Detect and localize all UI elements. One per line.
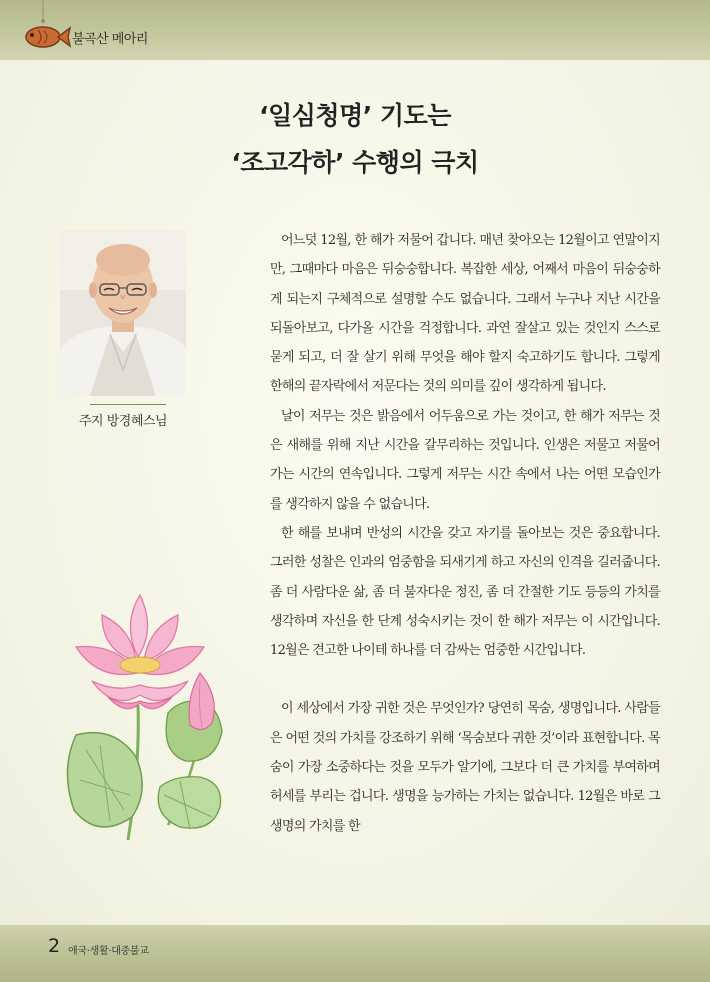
monk-portrait-photo xyxy=(60,230,186,396)
paragraph: 한 해를 보내며 반성의 시간을 갖고 자기를 돌아보는 것은 중요합니다. 그러한 성찰은 인과의 엄중함을 되새기게 하고 자신의 인격을 길러줍니다. 좀 더 사람다운 삶, 좀 더 불자다운 정진, 좀 더 간절한 기도 등등의 가치를 생각하며 자신을 한 단계 성숙시키는 것이 한 해가 저무는 이 시간입니다. 12월은 견고한 나이테 하나를 더 감싸는 엄중한 시간입니다. xyxy=(270,525,660,659)
paragraph-gap xyxy=(270,665,660,694)
section-title: 불곡산 메아리 xyxy=(72,32,148,47)
article-title-line1: ‘일심청명’ 기도는 xyxy=(259,101,451,130)
paragraph: 날이 저무는 것은 밝음에서 어두움으로 가는 것이고, 한 해가 저무는 것은 새해를 위해 지난 시간을 갈무리하는 것입니다. 인생은 저물고 저물어 가는 시간의 연속입니다. 그렇게 저무는 시간 속에서 나는 어떤 모습인가를 생각하지 않을 수 없습니다. xyxy=(270,408,660,512)
caption-rule xyxy=(90,404,166,405)
paragraph: 어느덧 12월, 한 해가 저물어 갑니다. 매년 찾아오는 12월이고 연말이지만, 그때마다 마음은 뒤숭숭합니다. 복잡한 세상, 어째서 마음이 뒤숭숭하게 되는지 구체적으로 설명할 수도 없습니다. 그래서 누구나 지난 시간을 되돌아보고, 다가올 시간을 걱정합니다. 과연 잘살고 있는 것인지 스스로 묻게 되고, 더 잘 살기 위해 무엇을 해야 할지 숙고하기도 합니다. 그렇게 한해의 끝자락에서 저문다는 것의 의미를 깊이 생각하게 됩니다. xyxy=(270,233,660,395)
page-number: 2 xyxy=(48,935,61,957)
article-title-line2: ‘조고각하’ 수행의 극치 xyxy=(231,148,479,177)
article-body xyxy=(270,226,660,841)
paragraph: 이 세상에서 가장 귀한 것은 무엇인가? 당연히 목숨, 생명입니다. 사람들은 어떤 것의 가치를 강조하기 위해 ‘목숨보다 귀한 것’이라 표현합니다. 목숨이 가장 소중하다는 것을 모두가 알기에, 그보다 더 큰 가치를 부여하며 허세를 부리는 겁니다. 생명을 능가하는 가치는 없습니다. 12월은 바로 그 생명의 가치를 한 xyxy=(270,701,660,834)
photo-caption: 주지 방경혜스님 xyxy=(78,414,168,429)
footer-slogan: 애국·생활·대중불교 xyxy=(68,946,149,957)
fish-ornament-icon xyxy=(14,0,74,56)
lotus-illustration xyxy=(40,585,240,845)
